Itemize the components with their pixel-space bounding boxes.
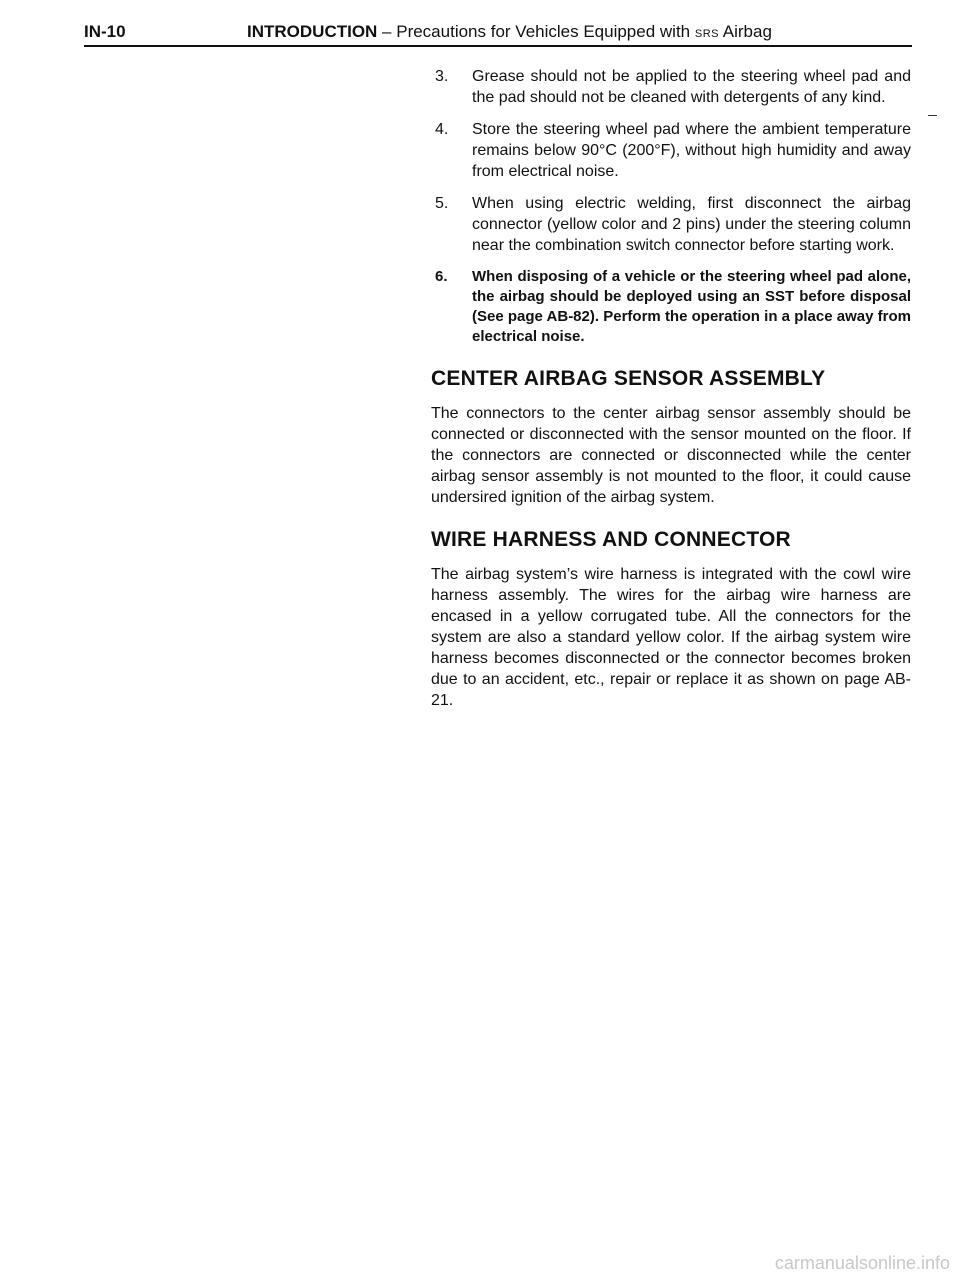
list-item [431, 193, 911, 256]
page-title [247, 22, 772, 42]
list-item-number: 3. [435, 68, 449, 85]
section-body-wire-harness: The airbag system’s wire harness is integrated with the cowl wire harness assembly. The wires for the airbag wire harness are encased in a yellow corrugated tube. All the connectors for the system are also a standard yellow color. If the airbag system wire harness becomes disconnected or the connector becomes broken due to an accident, etc., repair or replace it as shown on page AB-21. [431, 566, 911, 709]
title-end: Airbag [718, 22, 772, 41]
list-item [431, 267, 911, 347]
list-item-number: 5. [435, 195, 449, 212]
precaution-list [431, 66, 911, 347]
page-number: IN-10 [84, 22, 126, 41]
page-header [84, 18, 912, 48]
main-content [431, 66, 911, 711]
header-rule [84, 45, 912, 47]
list-item-number: 6. [435, 268, 448, 285]
list-item [431, 119, 911, 182]
title-rest: – Precautions for Vehicles Equipped with [377, 22, 695, 41]
title-bold: INTRODUCTION [247, 22, 378, 41]
list-item-text: Grease should not be applied to the steering wheel pad and the pad should not be cleaned with detergents of any kind. [472, 68, 911, 106]
section-body-center-airbag-sensor: The connectors to the center airbag sensor assembly should be connected or disconnected with the sensor mounted on the floor. If the connectors are connected or disconnected while the center airbag sensor assembly is not mounted to the floor, it could cause undersired ignition of the airbag system. [431, 405, 911, 506]
watermark: carmanualsonline.info [774, 1253, 950, 1273]
title-srs: SRS [694, 28, 719, 40]
list-item-text: When using electric welding, first disconnect the airbag connector (yellow color and 2 pins) under the steering column near the combination switch connector before starting work. [472, 195, 911, 254]
list-item-text: When disposing of a vehicle or the steering wheel pad alone, the airbag should be deployed using an SST before disposal (See page AB-82). Perform the operation in a place away from electrical noise. [472, 268, 911, 345]
list-item-number: 4. [435, 121, 449, 138]
list-item-text: Store the steering wheel pad where the ambient temperature remains below 90°C (200°F), without high humidity and away from electrical noise. [472, 121, 911, 180]
margin-mark [928, 115, 937, 116]
section-heading-wire-harness: WIRE HARNESS AND CONNECTOR [431, 528, 791, 551]
section-heading-center-airbag-sensor: CENTER AIRBAG SENSOR ASSEMBLY [431, 367, 826, 390]
list-item [431, 66, 911, 108]
